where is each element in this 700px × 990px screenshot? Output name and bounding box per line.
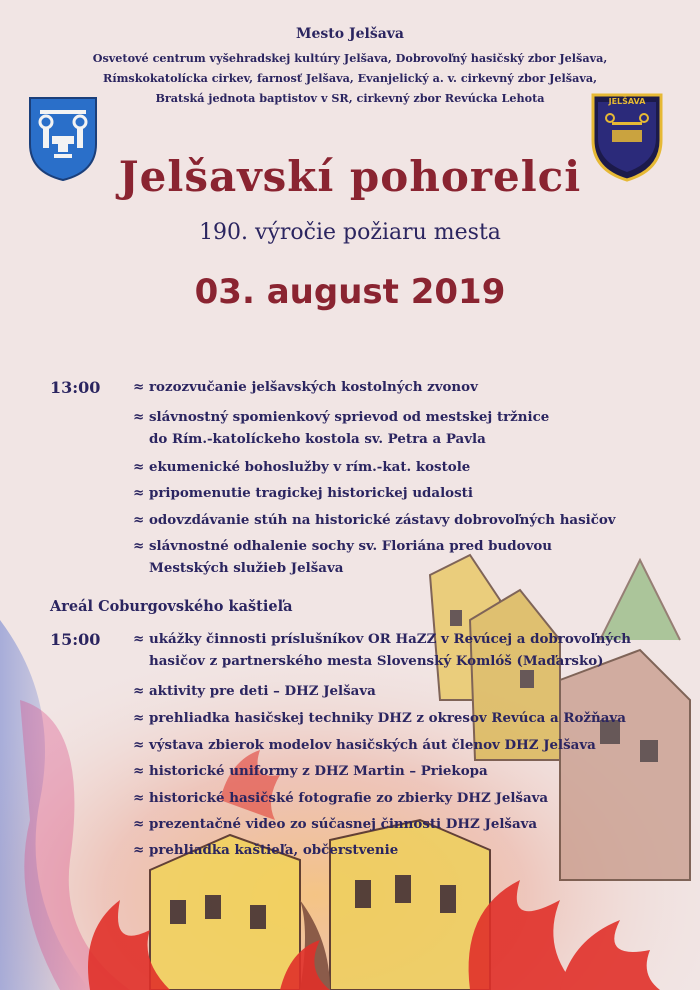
approx-bullet-icon: ≈ bbox=[133, 710, 145, 726]
event-title: Jelšavskí pohorelci bbox=[118, 152, 582, 201]
badge-text: JELŠAVA bbox=[608, 97, 646, 106]
programme-item: ≈ pripomenutie tragickej historickej udalosti bbox=[133, 482, 473, 504]
approx-bullet-icon: ≈ bbox=[133, 683, 145, 699]
approx-bullet-icon: ≈ bbox=[133, 842, 145, 858]
event-date: 03. august 2019 bbox=[194, 272, 506, 312]
approx-bullet-icon: ≈ bbox=[133, 409, 145, 425]
approx-bullet-icon: ≈ bbox=[133, 485, 145, 501]
approx-bullet-icon: ≈ bbox=[133, 379, 145, 395]
programme-item: ≈ ukážky činnosti príslušníkov OR HaZZ v Revúcej a dobrovoľných hasičov z partnerského mesta Slovenský Komlóš (Maďarsko) bbox=[133, 628, 631, 672]
time-label: 15:00 bbox=[50, 630, 101, 649]
approx-bullet-icon: ≈ bbox=[133, 790, 145, 806]
programme-item: ≈ historické hasičské fotografie zo zbierky DHZ Jelšava bbox=[133, 787, 548, 809]
city-name: Mesto Jelšava bbox=[296, 26, 404, 42]
time-label: 13:00 bbox=[50, 378, 101, 397]
programme-item: ≈ výstava zbierok modelov hasičských áut členov DHZ Jelšava bbox=[133, 734, 596, 756]
event-subtitle: 190. výročie požiaru mesta bbox=[199, 220, 501, 245]
approx-bullet-icon: ≈ bbox=[133, 538, 145, 554]
programme-item: ≈ prezentačné video zo súčasnej činnosti DHZ Jelšava bbox=[133, 813, 537, 835]
approx-bullet-icon: ≈ bbox=[133, 816, 145, 832]
programme-item: ≈ prehliadka hasičskej techniky DHZ z okresov Revúca a Rožňava bbox=[133, 707, 626, 729]
approx-bullet-icon: ≈ bbox=[133, 631, 145, 647]
approx-bullet-icon: ≈ bbox=[133, 459, 145, 475]
programme-item: ≈ slávnostný spomienkový sprievod od mestskej tržnice do Rím.-katolíckeho kostola sv. Petra a Pavla bbox=[133, 406, 549, 450]
organizer-line: Rímskokatolícka cirkev, farnosť Jelšava, Evanjelický a. v. cirkevný zbor Jelšava, bbox=[103, 71, 597, 85]
programme-item: ≈ ekumenické bohoslužby v rím.-kat. kostole bbox=[133, 456, 470, 478]
approx-bullet-icon: ≈ bbox=[133, 512, 145, 528]
programme-item: ≈ odovzdávanie stúh na historické zástavy dobrovoľných hasičov bbox=[133, 509, 616, 531]
venue-heading: Areál Coburgovského kaštieľa bbox=[50, 598, 293, 615]
approx-bullet-icon: ≈ bbox=[133, 763, 145, 779]
programme-item: ≈ slávnostné odhalenie sochy sv. Floriána pred budovou Mestských služieb Jelšava bbox=[133, 535, 552, 579]
programme-item: ≈ prehliadka kaštieľa, občerstvenie bbox=[133, 839, 398, 861]
approx-bullet-icon: ≈ bbox=[133, 737, 145, 753]
programme-item: ≈ rozozvučanie jelšavských kostolných zvonov bbox=[133, 376, 478, 398]
organizer-line: Osvetové centrum vyšehradskej kultúry Jelšava, Dobrovoľný hasičský zbor Jelšava, bbox=[92, 51, 608, 65]
organizer-line: Bratská jednota baptistov v SR, cirkevný zbor Revúcka Lehota bbox=[155, 91, 545, 105]
programme-item: ≈ aktivity pre deti – DHZ Jelšava bbox=[133, 680, 376, 702]
programme-item: ≈ historické uniformy z DHZ Martin – Priekopa bbox=[133, 760, 488, 782]
